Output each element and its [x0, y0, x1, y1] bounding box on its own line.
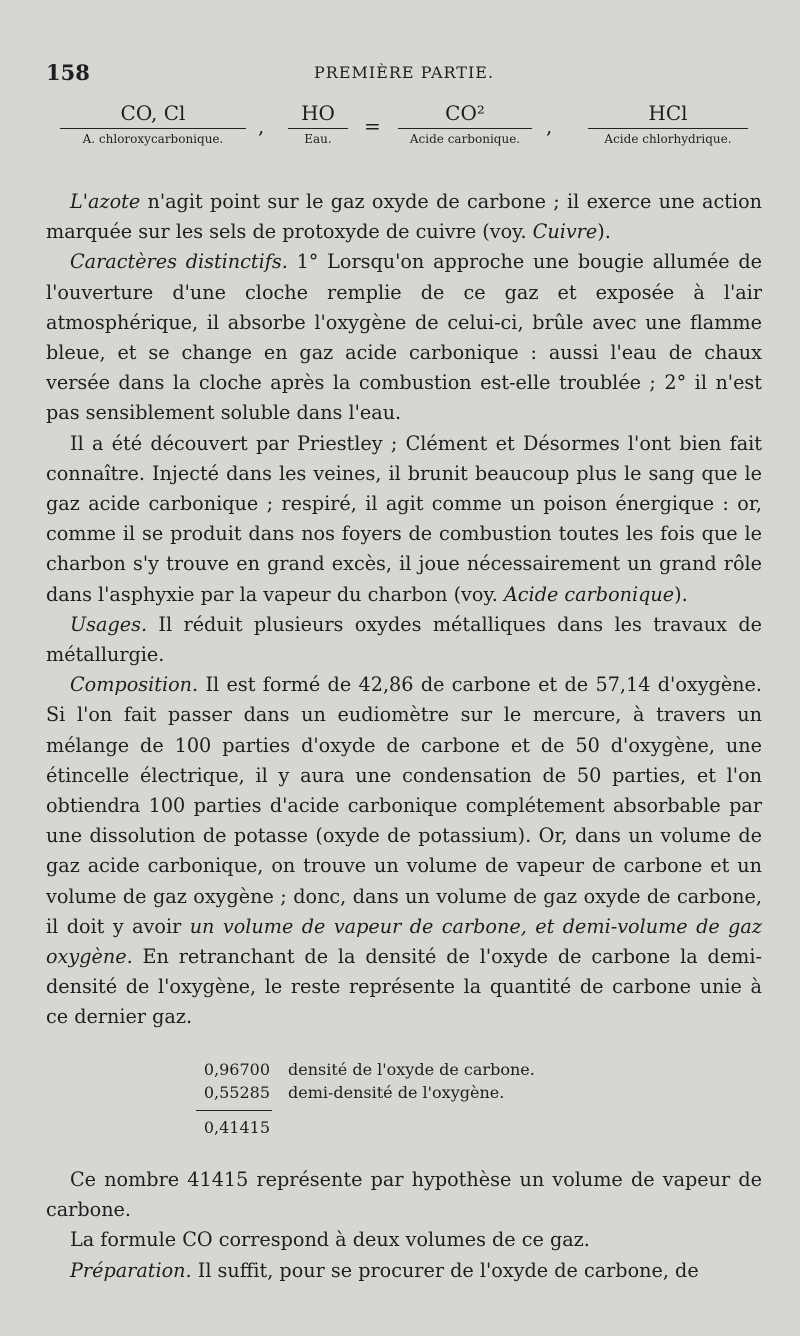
equation-operator: = — [364, 114, 381, 138]
calc-row — [200, 1081, 600, 1104]
equation-operator: , — [258, 114, 265, 138]
chemical-equation — [60, 100, 750, 158]
calc-result-row — [200, 1116, 600, 1139]
paragraph-preparation — [46, 1256, 762, 1286]
equation-term — [588, 100, 748, 147]
calc-label: demi-densité de l'oxygène. — [288, 1083, 505, 1102]
term-name: Eau. — [304, 132, 332, 146]
term-formula: HO — [288, 100, 348, 129]
calc-value: 0,96700 — [203, 1060, 270, 1079]
calc-rule — [196, 1110, 272, 1111]
term-name: Acide chlorhydrique. — [604, 132, 732, 146]
paragraph-text: 1° Lorsqu'on approche une bougie allumée de l'ouverture d'une cloche remplie de ce gaz et exposée à l'air atmosphérique, il absorbe l'oxygène de celui-ci, brûle avec une flamme bleue, et se change en gaz acide carbonique : aussi l'eau de chaux versée dans la cloche après la combustion est-elle troublée ; 2° il n'est pas sensiblement soluble dans l'eau. — [46, 250, 762, 425]
calc-result: 0,41415 — [203, 1118, 270, 1137]
paragraph-composition — [46, 670, 762, 1032]
paragraph-usages — [46, 610, 762, 670]
cross-reference: Acide carbonique — [503, 582, 675, 606]
paragraph-azote — [46, 187, 762, 247]
paragraph-text: Il est formé de 42,86 de carbone et de 57,14 d'oxygène. Si l'on fait passer dans un eudiomètre sur le mercure, à travers un mélange de 100 parties d'oxyde de carbone et de 50 d'oxygène, une étincelle électrique, il y aura une condensation de 50 parties, et l'on obtiendra 100 parties d'acide carbonique complétement absorbable par une dissolution de potasse (oxyde de potassium). Or, dans un volume de gaz acide carbonique, on trouve un volume de vapeur de carbone et un volume de gaz oxygène ; donc, dans un volume de gaz oxyde de carbone, il doit y avoir — [46, 673, 762, 938]
calc-label: densité de l'oxyde de carbone. — [288, 1060, 535, 1079]
equation-term — [60, 100, 246, 147]
paragraph-text: Il a été découvert par Priestley ; Clément et Désormes l'ont bien fait connaître. Injecté dans les veines, il brunit beaucoup plus le sang que le gaz acide carbonique ; respiré, il agit comme un poison énergique : or, comme il se produit dans nos foyers de combustion toutes les fois que le charbon s'y trouve en grand excès, il joue nécessairement un grand rôle dans l'asphyxie par la vapeur du charbon (voy. — [46, 431, 762, 606]
cross-reference: Cuivre — [532, 220, 598, 244]
density-calculation — [200, 1058, 600, 1139]
term-name: A. chloroxycarbonique. — [82, 132, 224, 146]
paragraph-tail: ). — [674, 582, 688, 606]
paragraph-text: Il réduit plusieurs oxydes métalliques dans les travaux de métallurgie. — [46, 612, 762, 667]
emphasis-text: un volume de vapeur de carbone, et demi-volume de gaz oxygène. — [46, 914, 762, 969]
equation-term — [398, 100, 532, 147]
paragraph-lead: Préparation. — [70, 1258, 192, 1282]
calc-row — [200, 1058, 600, 1081]
paragraph-nombre: Ce nombre 41415 représente par hypothèse un volume de vapeur de carbone. — [46, 1168, 762, 1222]
paragraph-text: n'agit point sur le gaz oxyde de carbone ; il exerce une action marquée sur les sels de protoxyde de cuivre (voy. — [46, 190, 762, 244]
paragraph-lead: Composition. — [70, 673, 199, 697]
page-number: 158 — [46, 60, 90, 85]
term-formula: HCl — [588, 100, 748, 129]
term-formula: CO² — [398, 100, 532, 129]
paragraph-text: Il suffit, pour se procurer de l'oxyde de carbone, de — [191, 1258, 699, 1282]
paragraph-decouvert — [46, 429, 762, 610]
paragraph-lead: Usages. — [70, 612, 148, 636]
term-formula: CO, Cl — [60, 100, 246, 129]
paragraph-lead: Caractères distinctifs. — [70, 250, 288, 274]
equation-operator: , — [546, 114, 553, 138]
paragraph-tail: En retranchant de la densité de l'oxyde de carbone la demi-densité de l'oxygène, le reste représente la quantité de carbone unie à ce dernier gaz. — [46, 945, 762, 1029]
equation-term — [288, 100, 348, 147]
page-header — [46, 60, 746, 86]
term-name: Acide carbonique. — [409, 132, 521, 146]
running-head: PREMIÈRE PARTIE. — [314, 63, 495, 82]
paragraph-tail: ). — [597, 220, 611, 244]
body-text-continued — [46, 1165, 762, 1286]
body-text — [46, 187, 762, 1033]
paragraph-lead: L'azote — [70, 190, 141, 213]
paragraph-formule: La formule CO correspond à deux volumes de ce gaz. — [70, 1228, 590, 1252]
calc-value: 0,55285 — [203, 1083, 270, 1102]
paragraph-caracteres — [46, 247, 762, 428]
